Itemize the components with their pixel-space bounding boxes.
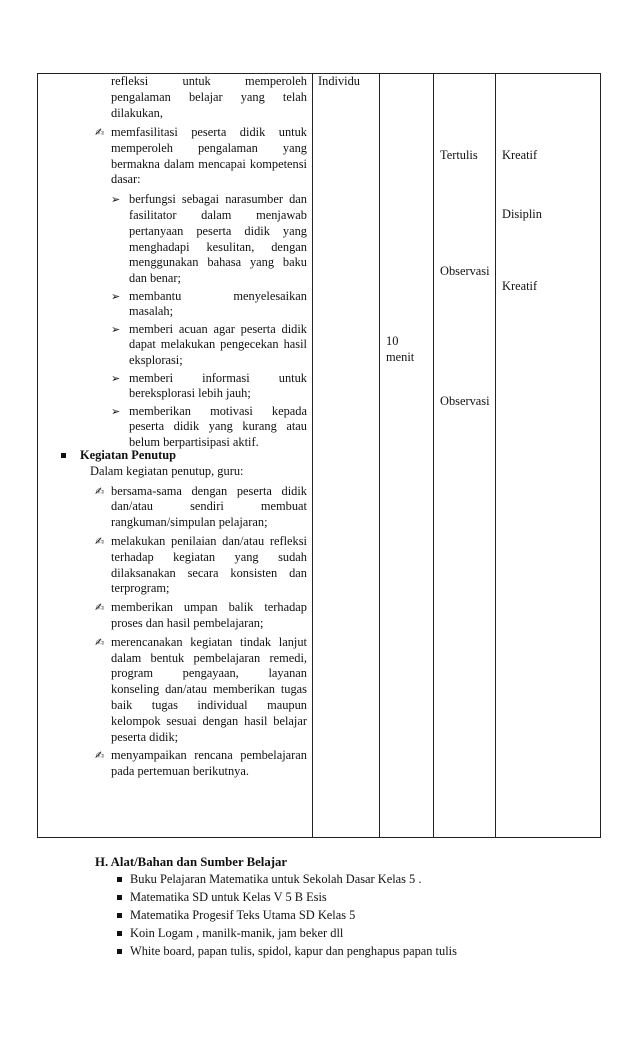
closing-title: Kegiatan Penutup: [80, 448, 177, 462]
closing-item-line: terprogram;: [111, 581, 170, 596]
character-3: Kreatif: [502, 279, 538, 293]
pen-bullet-icon: ✍: [95, 126, 105, 139]
closing-item-line: pada pertemuan berikutnya.: [111, 764, 249, 779]
reflection-line: pengalaman belajar yang telah: [111, 89, 307, 104]
sub-item-line: berfungsi sebagai narasumber dan: [129, 192, 307, 207]
closing-item-line: bersama-sama dengan peserta didik: [111, 483, 307, 498]
resource-item: Matematika SD untuk Kelas V 5 B Esis: [130, 890, 327, 904]
column-divider: [379, 74, 380, 837]
time-value: 10: [386, 334, 399, 348]
sub-item-line: peserta didik yang kurang atau: [129, 419, 307, 434]
square-bullet-icon: [117, 913, 122, 918]
closing-item-line: merencanakan kegiatan tindak lanjut: [111, 634, 307, 649]
sub-item-line: dapat melakukan pengecekan hasil: [129, 337, 307, 352]
sub-item-line: memberi informasi untuk: [129, 370, 307, 385]
sub-item-line: pertanyaan peserta didik yang: [129, 223, 307, 238]
sub-item-line: belum berpartisipasi aktif.: [129, 435, 259, 450]
assessment-3: Observasi: [440, 394, 490, 408]
pen-bullet-icon: ✍: [95, 601, 105, 615]
assessment-2: Observasi: [440, 264, 490, 278]
closing-item-line: kelompok sesuai dengan hasil belajar: [111, 713, 307, 728]
pen-bullet-icon: ✍: [95, 535, 105, 548]
arrow-bullet-icon: ➢: [111, 193, 121, 207]
sub-item-line: memberi acuan agar peserta didik: [129, 321, 307, 336]
resource-item: White board, papan tulis, spidol, kapur dan penghapus papan tulis: [130, 944, 457, 958]
arrow-bullet-icon: ➢: [111, 404, 121, 418]
facilitation-text-line: memperoleh pengalaman yang: [111, 140, 307, 155]
character-2: Disiplin: [502, 207, 542, 221]
time-unit: menit: [386, 350, 415, 364]
closing-item-line: proses dan hasil pembelajaran;: [111, 616, 264, 630]
assessment-1: Tertulis: [440, 148, 478, 162]
column-divider: [312, 74, 313, 837]
facilitation-text-line: memfasilitasi peserta didik untuk: [111, 125, 307, 139]
sub-item-line: menggunakan bahasa yang baku: [129, 255, 307, 270]
closing-item-line: program pengayaan, layanan: [111, 666, 307, 681]
closing-item-line: terhadap kegiatan yang sudah: [111, 549, 307, 564]
closing-item-line: melakukan penilaian dan/atau refleksi: [111, 534, 307, 548]
closing-item-line: peserta didik;: [111, 729, 179, 744]
facilitation-text-line: bermakna dalam mencapai kompetensi: [111, 156, 307, 171]
square-bullet-icon: [117, 877, 122, 882]
resource-item: Buku Pelajaran Matematika untuk Sekolah Dasar Kelas 5 .: [130, 872, 422, 886]
reflection-line: refleksi untuk memperoleh: [111, 74, 307, 88]
closing-item-line: memberikan umpan balik terhadap: [111, 600, 307, 615]
closing-item-line: rangkuman/simpulan pelajaran;: [111, 515, 268, 530]
sub-item-line: memberikan motivasi kepada: [129, 403, 307, 418]
resource-item: Koin Logam , manilk-manik, jam beker dll: [130, 926, 344, 940]
column-divider: [495, 74, 496, 837]
sub-item-line: membantu menyelesaikan: [129, 288, 307, 303]
facilitation-text-line: dasar:: [111, 172, 141, 187]
sub-item-line: eksplorasi;: [129, 353, 183, 368]
sub-item-line: bereksplorasi lebih jauh;: [129, 386, 251, 401]
square-bullet-icon: [117, 895, 122, 900]
square-bullet-icon: [117, 949, 122, 954]
arrow-bullet-icon: ➢: [111, 322, 121, 336]
pen-bullet-icon: ✍: [95, 749, 105, 763]
closing-item-line: dalam bentuk pembelajaran remedi,: [111, 650, 307, 665]
closing-intro: Dalam kegiatan penutup, guru:: [90, 463, 244, 478]
closing-item-line: konseling dan/atau memberikan tugas: [111, 682, 307, 697]
sub-item-line: menghadapi kesulitan, dengan: [129, 239, 307, 254]
sub-item-line: dan benar;: [129, 271, 181, 286]
pen-bullet-icon: ✍: [95, 635, 105, 649]
section-h-title: H. Alat/Bahan dan Sumber Belajar: [95, 855, 288, 869]
column-divider: [433, 74, 434, 837]
closing-item-line: dan/atau sendiri membuat: [111, 499, 307, 514]
character-1: Kreatif: [502, 148, 538, 162]
resource-item: Matematika Progesif Teks Utama SD Kelas 5: [130, 908, 356, 922]
pen-bullet-icon: ✍: [95, 484, 105, 498]
closing-item-line: menyampaikan rencana pembelajaran: [111, 748, 307, 763]
closing-item-line: baik tugas individual maupun: [111, 698, 307, 712]
square-bullet-icon: [117, 931, 122, 936]
square-bullet-icon: [61, 453, 66, 458]
arrow-bullet-icon: ➢: [111, 371, 121, 385]
sub-item-line: fasilitator dalam menjawab: [129, 208, 307, 222]
reflection-line: dilakukan,: [111, 105, 163, 120]
sub-item-line: masalah;: [129, 304, 174, 319]
closing-item-line: dilaksanakan secara konsisten dan: [111, 565, 307, 580]
mode-cell: Individu: [318, 74, 360, 88]
arrow-bullet-icon: ➢: [111, 289, 121, 303]
